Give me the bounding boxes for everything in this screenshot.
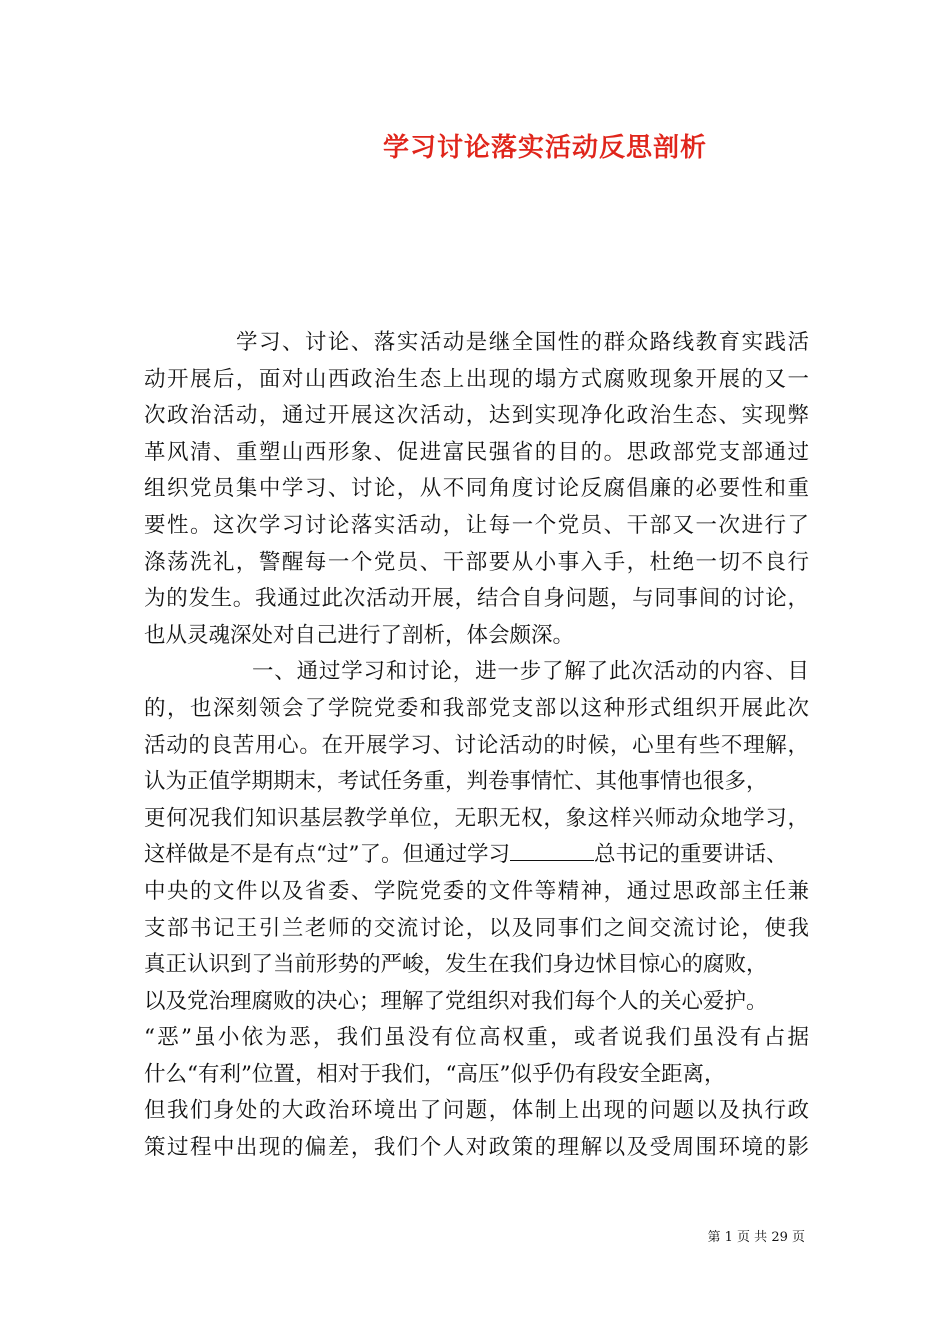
paragraph-line: 也从灵魂深处对自己进行了剖析，体会颇深。	[144, 622, 575, 648]
paragraph-line: 什么“有利”位置，相对于我们，“高压”似乎仍有段安全距离，	[144, 1061, 726, 1087]
paragraph-line: 动开展后，面对山西政治生态上出现的塌方式腐败现象开展的又一	[144, 366, 809, 392]
paragraph-line: 以及党治理腐败的决心；理解了党组织对我们每个人的关心爱护。	[144, 988, 768, 1014]
paragraph-line: 真正认识到了当前形势的严峻，发生在我们身边怵目惊心的腐败，	[144, 952, 768, 978]
paragraph-line: 一、通过学习和讨论，进一步了解了此次活动的内容、目	[252, 659, 809, 685]
paragraph-line: 次政治活动，通过开展这次活动，达到实现净化政治生态、实现弊	[144, 403, 809, 429]
paragraph-line: 学习、讨论、落实活动是继全国性的群众路线教育实践活	[236, 330, 809, 355]
paragraph-line: 涤荡洗礼，警醒每一个党员、干部要从小事入手，杜绝一切不良行	[144, 549, 809, 575]
paragraph-line-with-blank	[144, 837, 809, 874]
paragraph-line: 认为正值学期期末，考试任务重，判卷事情忙、其他事情也很多，	[144, 769, 768, 795]
paragraph-line: 革风清、重塑山西形象、促进富民强省的目的。思政部党支部通过	[144, 439, 809, 465]
page-number: 第 1 页 共 29 页	[707, 1230, 805, 1245]
paragraph-line: “恶”虽小依为恶，我们虽没有位高权重，或者说我们虽没有占据	[144, 1025, 809, 1051]
fill-in-blank	[510, 842, 594, 861]
paragraph-line: 中央的文件以及省委、学院党委的文件等精神，通过思政部主任兼	[144, 878, 809, 904]
line-segment: 这样做是不是有点“过”了。但通过学习	[144, 842, 510, 868]
paragraph-line: 为的发生。我通过此次活动开展，结合自身问题，与同事间的讨论，	[144, 586, 809, 612]
paragraph-line: 组织党员集中学习、讨论，从不同角度讨论反腐倡廉的必要性和重	[144, 476, 809, 502]
paragraph-line: 但我们身处的大政治环境出了问题，体制上出现的问题以及执行政	[144, 1098, 809, 1124]
document-body	[144, 325, 809, 1167]
paragraph-line: 支部书记王引兰老师的交流讨论，以及同事们之间交流讨论，使我	[144, 915, 809, 941]
paragraph-line: 要性。这次学习讨论落实活动，让每一个党员、干部又一次进行了	[144, 512, 809, 538]
document-title: 学习讨论落实活动反思剖析	[382, 133, 707, 163]
paragraph-line: 更何况我们知识基层教学单位，无职无权，象这样兴师动众地学习，	[144, 805, 809, 831]
paragraph-line: 策过程中出现的偏差，我们个人对政策的理解以及受周围环境的影	[144, 1135, 809, 1161]
paragraph-line: 的，也深刻领会了学院党委和我部党支部以这种形式组织开展此次	[144, 695, 809, 721]
paragraph-line: 活动的良苦用心。在开展学习、讨论活动的时候，心里有些不理解，	[144, 732, 809, 758]
line-segment: 总书记的重要讲话、	[594, 842, 788, 868]
